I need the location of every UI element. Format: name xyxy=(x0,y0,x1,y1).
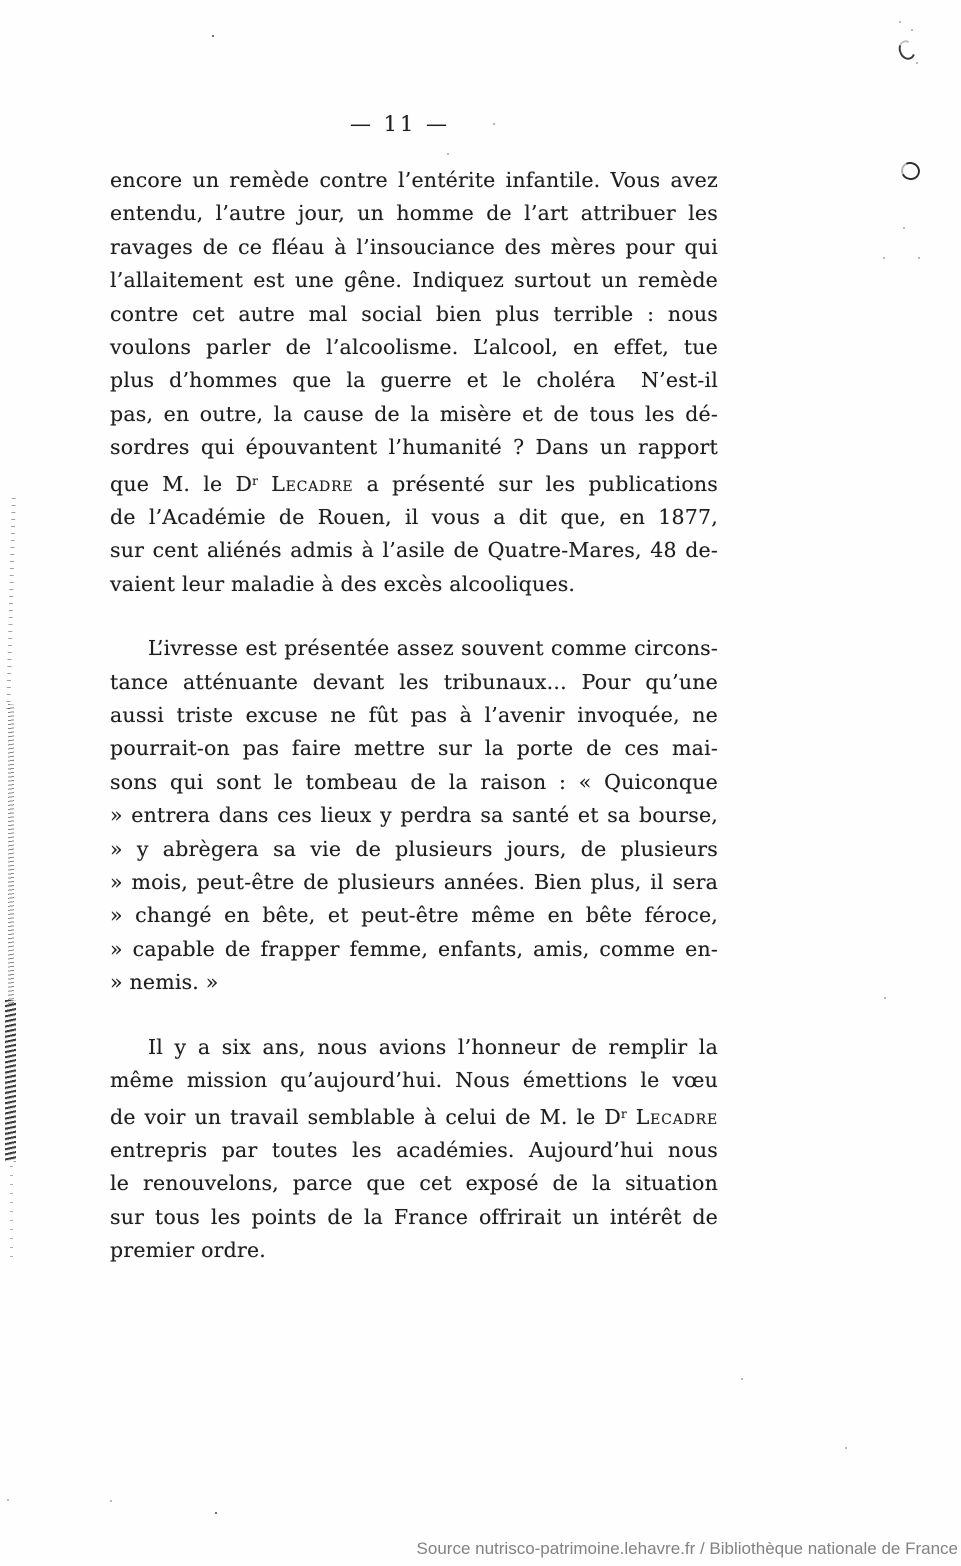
text-line xyxy=(110,465,718,501)
superscript-r: r xyxy=(252,473,259,488)
text-line: » mois, peut-être de plusieurs années. Bien plus, il sera xyxy=(110,870,718,895)
text-line: » nemis. » xyxy=(110,970,219,995)
text-line: encore un remède contre l’entérite infantile. Vous avez xyxy=(110,168,718,192)
text-line: sons qui sont le tombeau de la raison : « Quiconque xyxy=(110,769,718,794)
paragraph-3 xyxy=(110,1031,718,1268)
text-line: » y abrègera sa vie de plusieurs jours, de plusieurs xyxy=(110,836,718,861)
smallcaps-name: Lecadre xyxy=(635,1104,718,1129)
text-line: tance atténuante devant les tribunaux... Pour qu’une xyxy=(110,669,718,694)
dust-speck xyxy=(493,123,495,125)
text-line: premier ordre. xyxy=(110,1238,267,1263)
dust-speck xyxy=(447,153,449,155)
text-line: l’allaitement est une gêne. Indiquez surtout un remède xyxy=(110,268,718,293)
paragraph-2 xyxy=(110,632,718,999)
dust-speck xyxy=(7,1499,9,1501)
dust-speck xyxy=(215,1512,217,1514)
text-line: » entrera dans ces lieux y perdra sa santé et sa bourse, xyxy=(110,803,718,828)
text-line: pourrait-on pas faire mettre sur la porte de ces mai- xyxy=(110,736,718,761)
superscript-r: r xyxy=(620,1106,627,1121)
dust-speck xyxy=(741,1378,743,1380)
text-line: L’ivresse est présentée assez souvent comme circons- xyxy=(148,636,718,661)
dust-speck xyxy=(883,257,885,259)
text-line xyxy=(110,1098,718,1134)
text-line: ravages de ce fléau à l’insouciance des mères pour qui xyxy=(110,234,718,259)
text-line: sur tous les points de la France offrirait un intérêt de xyxy=(110,1204,718,1229)
text-line: » changé en bête, et peut-être même en bête féroce, xyxy=(110,903,718,928)
page-number-header: — 11 — xyxy=(349,112,451,136)
gutter-scan-noise xyxy=(8,704,14,1006)
text-line: plus d’hommes que la guerre et le choléra N’est-il xyxy=(110,368,718,393)
dust-speck xyxy=(110,1500,112,1502)
dust-speck xyxy=(918,257,920,259)
text-line: sordres qui épouvantent l’humanité ? Dans un rapport xyxy=(110,435,718,460)
text-segment: a présenté sur les publications xyxy=(353,471,718,496)
paragraph-1 xyxy=(110,164,718,601)
dust-speck xyxy=(911,29,913,31)
source-attribution: Source nutrisco-patrimoine.lehavre.fr / Bibliothèque nationale de France xyxy=(416,1539,958,1558)
gutter-scan-noise xyxy=(6,498,16,710)
smallcaps-name: Lecadre xyxy=(271,471,354,496)
ink-smudge xyxy=(899,160,923,183)
text-line: même mission qu’aujourd’hui. Nous émettions le vœu xyxy=(110,1068,718,1093)
ink-smudge xyxy=(896,38,918,63)
gutter-scan-noise xyxy=(5,1000,16,1162)
gutter-scan-noise xyxy=(10,1166,13,1262)
text-line: Il y a six ans, nous avions l’honneur de remplir la xyxy=(148,1034,718,1059)
text-line: de l’Académie de Rouen, il vous a dit que, en 1877, xyxy=(110,505,718,529)
dust-speck xyxy=(212,35,214,37)
text-line: entrepris par toutes les académies. Aujourd’hui nous xyxy=(110,1137,718,1162)
text-segment: que M. le D xyxy=(110,471,253,496)
text-line: sur cent aliénés admis à l’asile de Quatre-Mares, 48 de- xyxy=(110,538,718,563)
text-line: contre cet autre mal social bien plus terrible : nous xyxy=(110,301,718,326)
text-line: le renouvelons, parce que cet exposé de la situation xyxy=(110,1171,718,1196)
body-text xyxy=(110,164,718,1267)
text-segment: de voir un travail semblable à celui de M. le D xyxy=(110,1104,621,1129)
text-line: aussi triste excuse ne fût pas à l’avenir invoquée, ne xyxy=(110,703,718,728)
text-line: » capable de frapper femme, enfants, amis, comme en- xyxy=(110,936,718,961)
dust-speck xyxy=(899,21,901,23)
text-line: pas, en outre, la cause de la misère et de tous les dé- xyxy=(110,401,718,426)
dust-speck xyxy=(916,62,918,64)
dust-speck xyxy=(845,1447,847,1449)
text-line: vaient leur maladie à des excès alcooliques. xyxy=(110,571,576,596)
text-line: entendu, l’autre jour, un homme de l’art attribuer les xyxy=(110,201,718,226)
dust-speck xyxy=(884,997,886,999)
text-line: voulons parler de l’alcoolisme. L’alcool, en effet, tue xyxy=(110,335,718,360)
dust-speck xyxy=(903,227,905,229)
